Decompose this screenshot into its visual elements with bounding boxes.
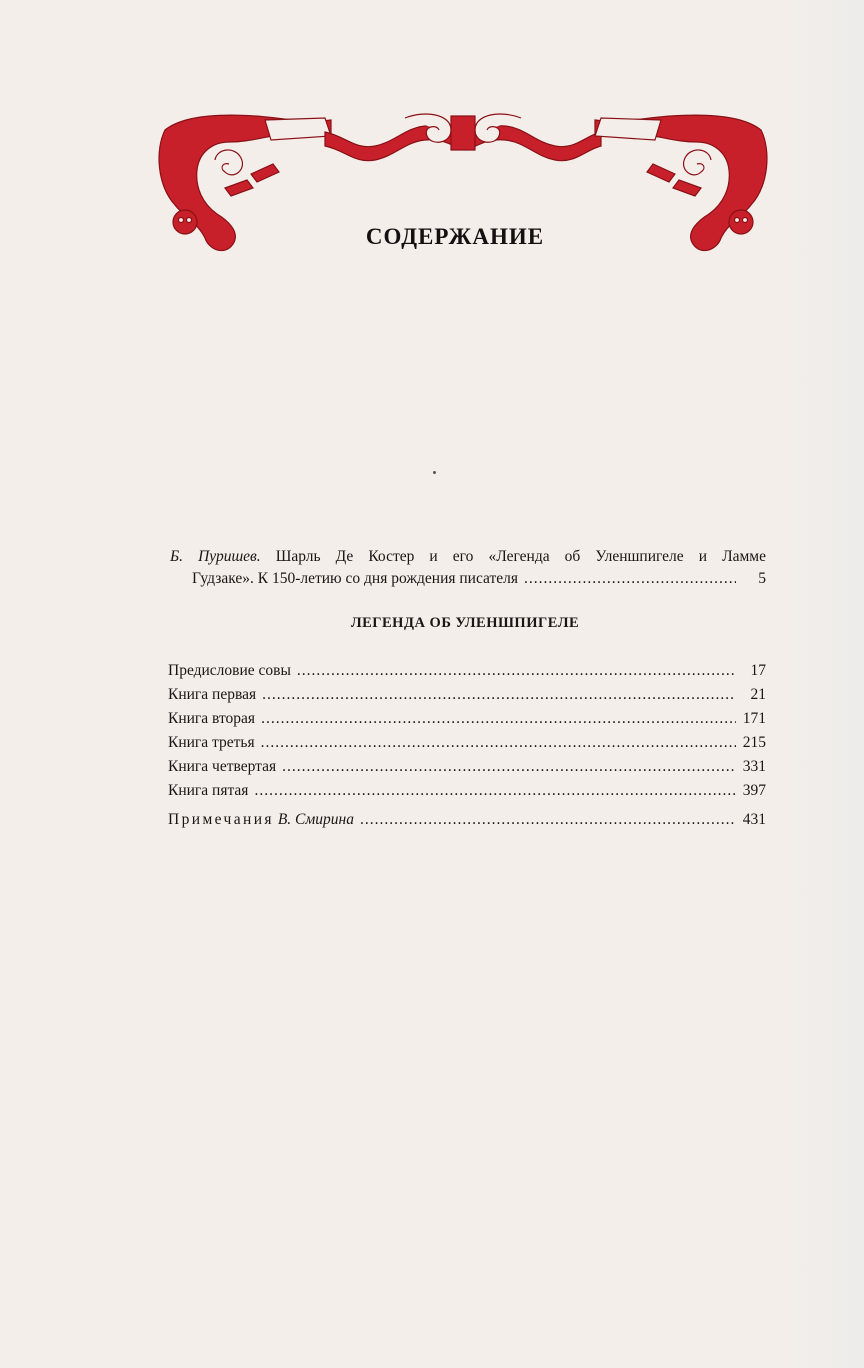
toc-entry-label: Книга первая (168, 686, 257, 703)
intro-page-number: 5 (758, 570, 766, 587)
leader-dots (261, 710, 736, 728)
intro-text-line1: Шарль Де Костер и его «Легенда об Уленшпигеле и Ламме (275, 548, 766, 565)
notes-page: 431 (742, 811, 766, 828)
leader-dots (524, 568, 736, 590)
toc-entry (168, 734, 766, 758)
toc-entry (168, 686, 766, 710)
notes-label: Примечания (168, 811, 274, 828)
table-of-contents (168, 662, 766, 835)
leader-dots (261, 734, 736, 752)
leader-dots (254, 782, 736, 800)
leader-dots (262, 686, 736, 704)
intro-text-line2: Гудзаке». К 150-летию со дня рождения писателя (192, 570, 519, 587)
toc-entry-page: 331 (742, 758, 766, 775)
toc-entry-page: 171 (742, 710, 766, 727)
leader-dots (297, 662, 736, 680)
toc-entry (168, 662, 766, 686)
intro-entry (170, 546, 766, 590)
toc-entry-label: Книга четвертая (168, 758, 277, 775)
intro-line-1 (170, 546, 766, 568)
toc-entry-label: Книга вторая (168, 710, 256, 727)
intro-line-2 (170, 568, 766, 590)
leader-dots (360, 811, 736, 829)
toc-entry (168, 710, 766, 734)
toc-entry (168, 782, 766, 806)
toc-entry-page: 21 (750, 686, 766, 703)
toc-entry-page: 17 (750, 662, 766, 679)
notes-author: В. Смирина (277, 811, 354, 828)
toc-entry-page: 397 (742, 782, 766, 799)
intro-author: Б. Пуришев. (170, 548, 261, 565)
toc-entry-label: Книга третья (168, 734, 255, 751)
toc-entry-page: 215 (742, 734, 766, 751)
page-edge (774, 0, 864, 1368)
page-title: СОДЕРЖАНИЕ (365, 224, 545, 249)
section-heading: ЛЕГЕНДА ОБ УЛЕНШПИГЕЛЕ (350, 615, 580, 631)
toc-entry-label: Предисловие совы (168, 662, 291, 679)
toc-entry-label: Книга пятая (168, 782, 249, 799)
toc-entry-notes (168, 811, 766, 835)
leader-dots (282, 758, 736, 776)
toc-entry (168, 758, 766, 782)
stray-dot (433, 471, 436, 474)
